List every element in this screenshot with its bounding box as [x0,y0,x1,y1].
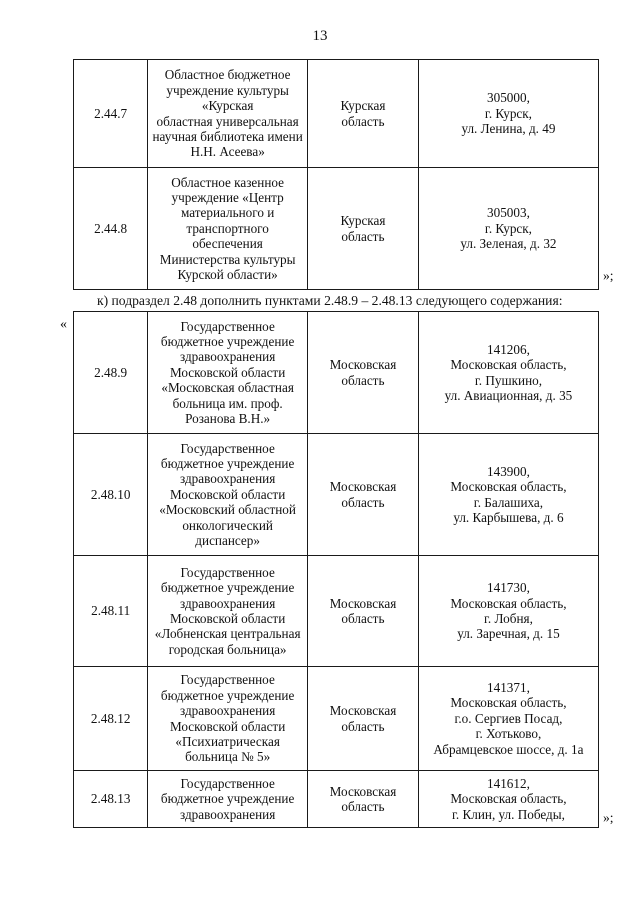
region: Курская область [308,60,419,168]
address: 305003, г. Курск, ул. Зеленая, д. 32 [418,168,598,290]
address: 141206, Московская область, г. Пушкино, ул. Авиационная, д. 35 [418,312,598,434]
institution-name: Областное бюджетное учреждение культуры «Курская областная универсальная научная библиотека имени Н.Н. Асеева» [148,60,308,168]
institution-name: Областное казенное учреждение «Центр материального и транспортного обеспечения Министерства культуры Курской области» [148,168,308,290]
item-number: 2.48.11 [74,556,148,667]
item-number: 2.48.9 [74,312,148,434]
page-number: 13 [312,28,328,44]
region: Московская область [308,556,419,667]
region: Курская область [308,168,419,290]
item-number: 2.44.7 [74,60,148,168]
institution-name: Государственное бюджетное учреждение здравоохранения [148,771,308,828]
region: Московская область [308,312,419,434]
region: Московская область [308,667,419,771]
address: 305000, г. Курск, ул. Ленина, д. 49 [418,60,598,168]
item-number: 2.48.12 [74,667,148,771]
table-row [74,312,599,434]
address: 143900, Московская область, г. Балашиха, ул. Карбышева, д. 6 [418,434,598,556]
item-number: 2.48.10 [74,434,148,556]
institution-name: Государственное бюджетное учреждение здравоохранения Московской области «Лобненская центральная городская больница» [148,556,308,667]
institutions-table-2-44 [73,59,599,290]
table-row [74,60,599,168]
institution-name: Государственное бюджетное учреждение здравоохранения Московской области «Московский областной онкологический диспансер» [148,434,308,556]
region: Московская область [308,771,419,828]
table-row [74,667,599,771]
table-row [74,556,599,667]
item-number: 2.48.13 [74,771,148,828]
address: 141612, Московская область, г. Клин, ул. Победы, [418,771,598,828]
table-row [74,771,599,828]
address: 141730, Московская область, г. Лобня, ул. Заречная, д. 15 [418,556,598,667]
table-row [74,434,599,556]
item-number: 2.44.8 [74,168,148,290]
region: Московская область [308,434,419,556]
institution-name: Государственное бюджетное учреждение здравоохранения Московской области «Московская областная больница им. проф. Розанова В.Н.» [148,312,308,434]
institutions-table-2-48 [73,311,599,828]
closing-quote-mark: »; [603,810,614,825]
table-row [74,168,599,290]
institution-name: Государственное бюджетное учреждение здравоохранения Московской области «Психиатрическая больница № 5» [148,667,308,771]
closing-quote-mark: »; [603,268,614,283]
opening-quote-mark: « [60,317,67,332]
amendment-paragraph: к) подраздел 2.48 дополнить пунктами 2.48.9 – 2.48.13 следующего содержания: [97,293,563,308]
address: 141371, Московская область, г.о. Сергиев Посад, г. Хотьково, Абрамцевское шоссе, д. 1а [418,667,598,771]
